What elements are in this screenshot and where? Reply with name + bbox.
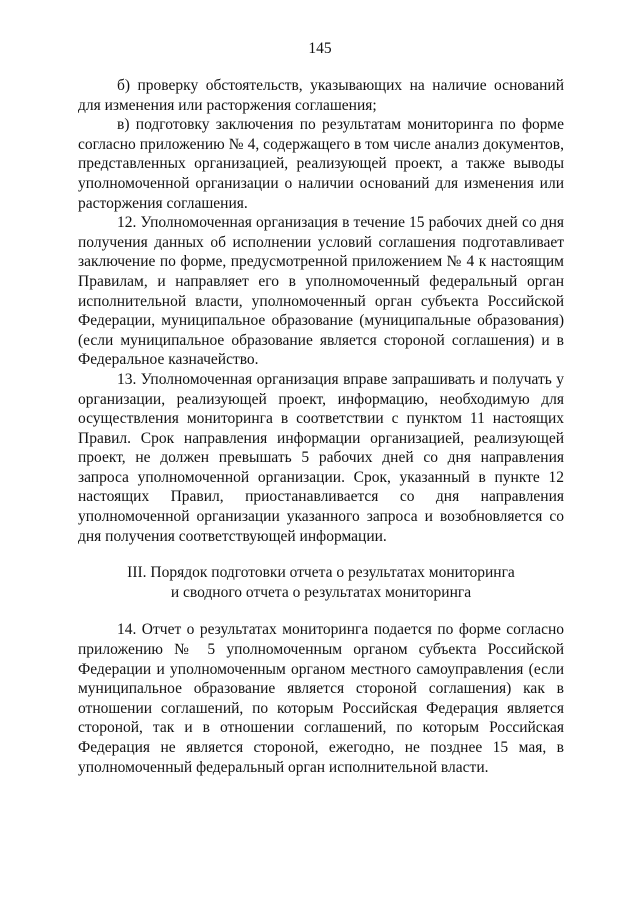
section-heading xyxy=(78,563,564,602)
section-heading-line-2: и сводного отчета о результатах мониторинга xyxy=(170,583,472,601)
page-number: 145 xyxy=(308,40,332,57)
paragraph-item-v: в) подготовку заключения по результатам мониторинга по форме согласно приложению № 4, содержащего в том числе анализ документов, представленных организацией, реализующей проект, а также выводы уполномоченной организации о наличии оснований для изменения или расторжения соглашения. xyxy=(78,116,564,212)
paragraph-item-b: б) проверку обстоятельств, указывающих на наличие оснований для изменения или расторжения соглашения; xyxy=(78,77,564,114)
paragraph-14: 14. Отчет о результатах мониторинга подается по форме согласно приложению № 5 уполномоченным органом субъекта Российской Федерации и уполномоченным органом местного самоуправления (если муниципальное образование является стороной соглашения) как в отношении соглашений, по которым Российская Федерация является стороной, так и в отношении соглашений, по которым Российская Федерация не является стороной, ежегодно, не позднее 15 мая, в уполномоченный федеральный орган исполнительной власти. xyxy=(78,621,564,776)
document-body xyxy=(78,76,564,777)
paragraph-12: 12. Уполномоченная организация в течение 15 рабочих дней со дня получения данных об исполнении условий соглашения подготавливает заключение по форме, предусмотренной приложением № 4 к настоящим Правилам, и направляет его в уполномоченный федеральный орган исполнительной власти, уполномоченный орган субъекта Российской Федерации, муниципальное образование (муниципальные образования) (если муниципальное образование является стороной соглашения) и в Федеральное казначейство. xyxy=(78,214,564,369)
section-heading-line-1: III. Порядок подготовки отчета о результатах мониторинга xyxy=(127,564,515,582)
paragraph-13: 13. Уполномоченная организация вправе запрашивать и получать у организации, реализующей проект, информацию, необходимую для осуществления мониторинга в соответствии с пунктом 11 настоящих Правил. Срок направления информации организацией, реализующей проект, не должен превышать 5 рабочих дней со дня направления запроса уполномоченной организации. Срок, указанный в пункте 12 настоящих Правил, приостанавливается со дня направления уполномоченной организации указанного запроса и возобновляется со дня получения соответствующей информации. xyxy=(78,370,564,545)
